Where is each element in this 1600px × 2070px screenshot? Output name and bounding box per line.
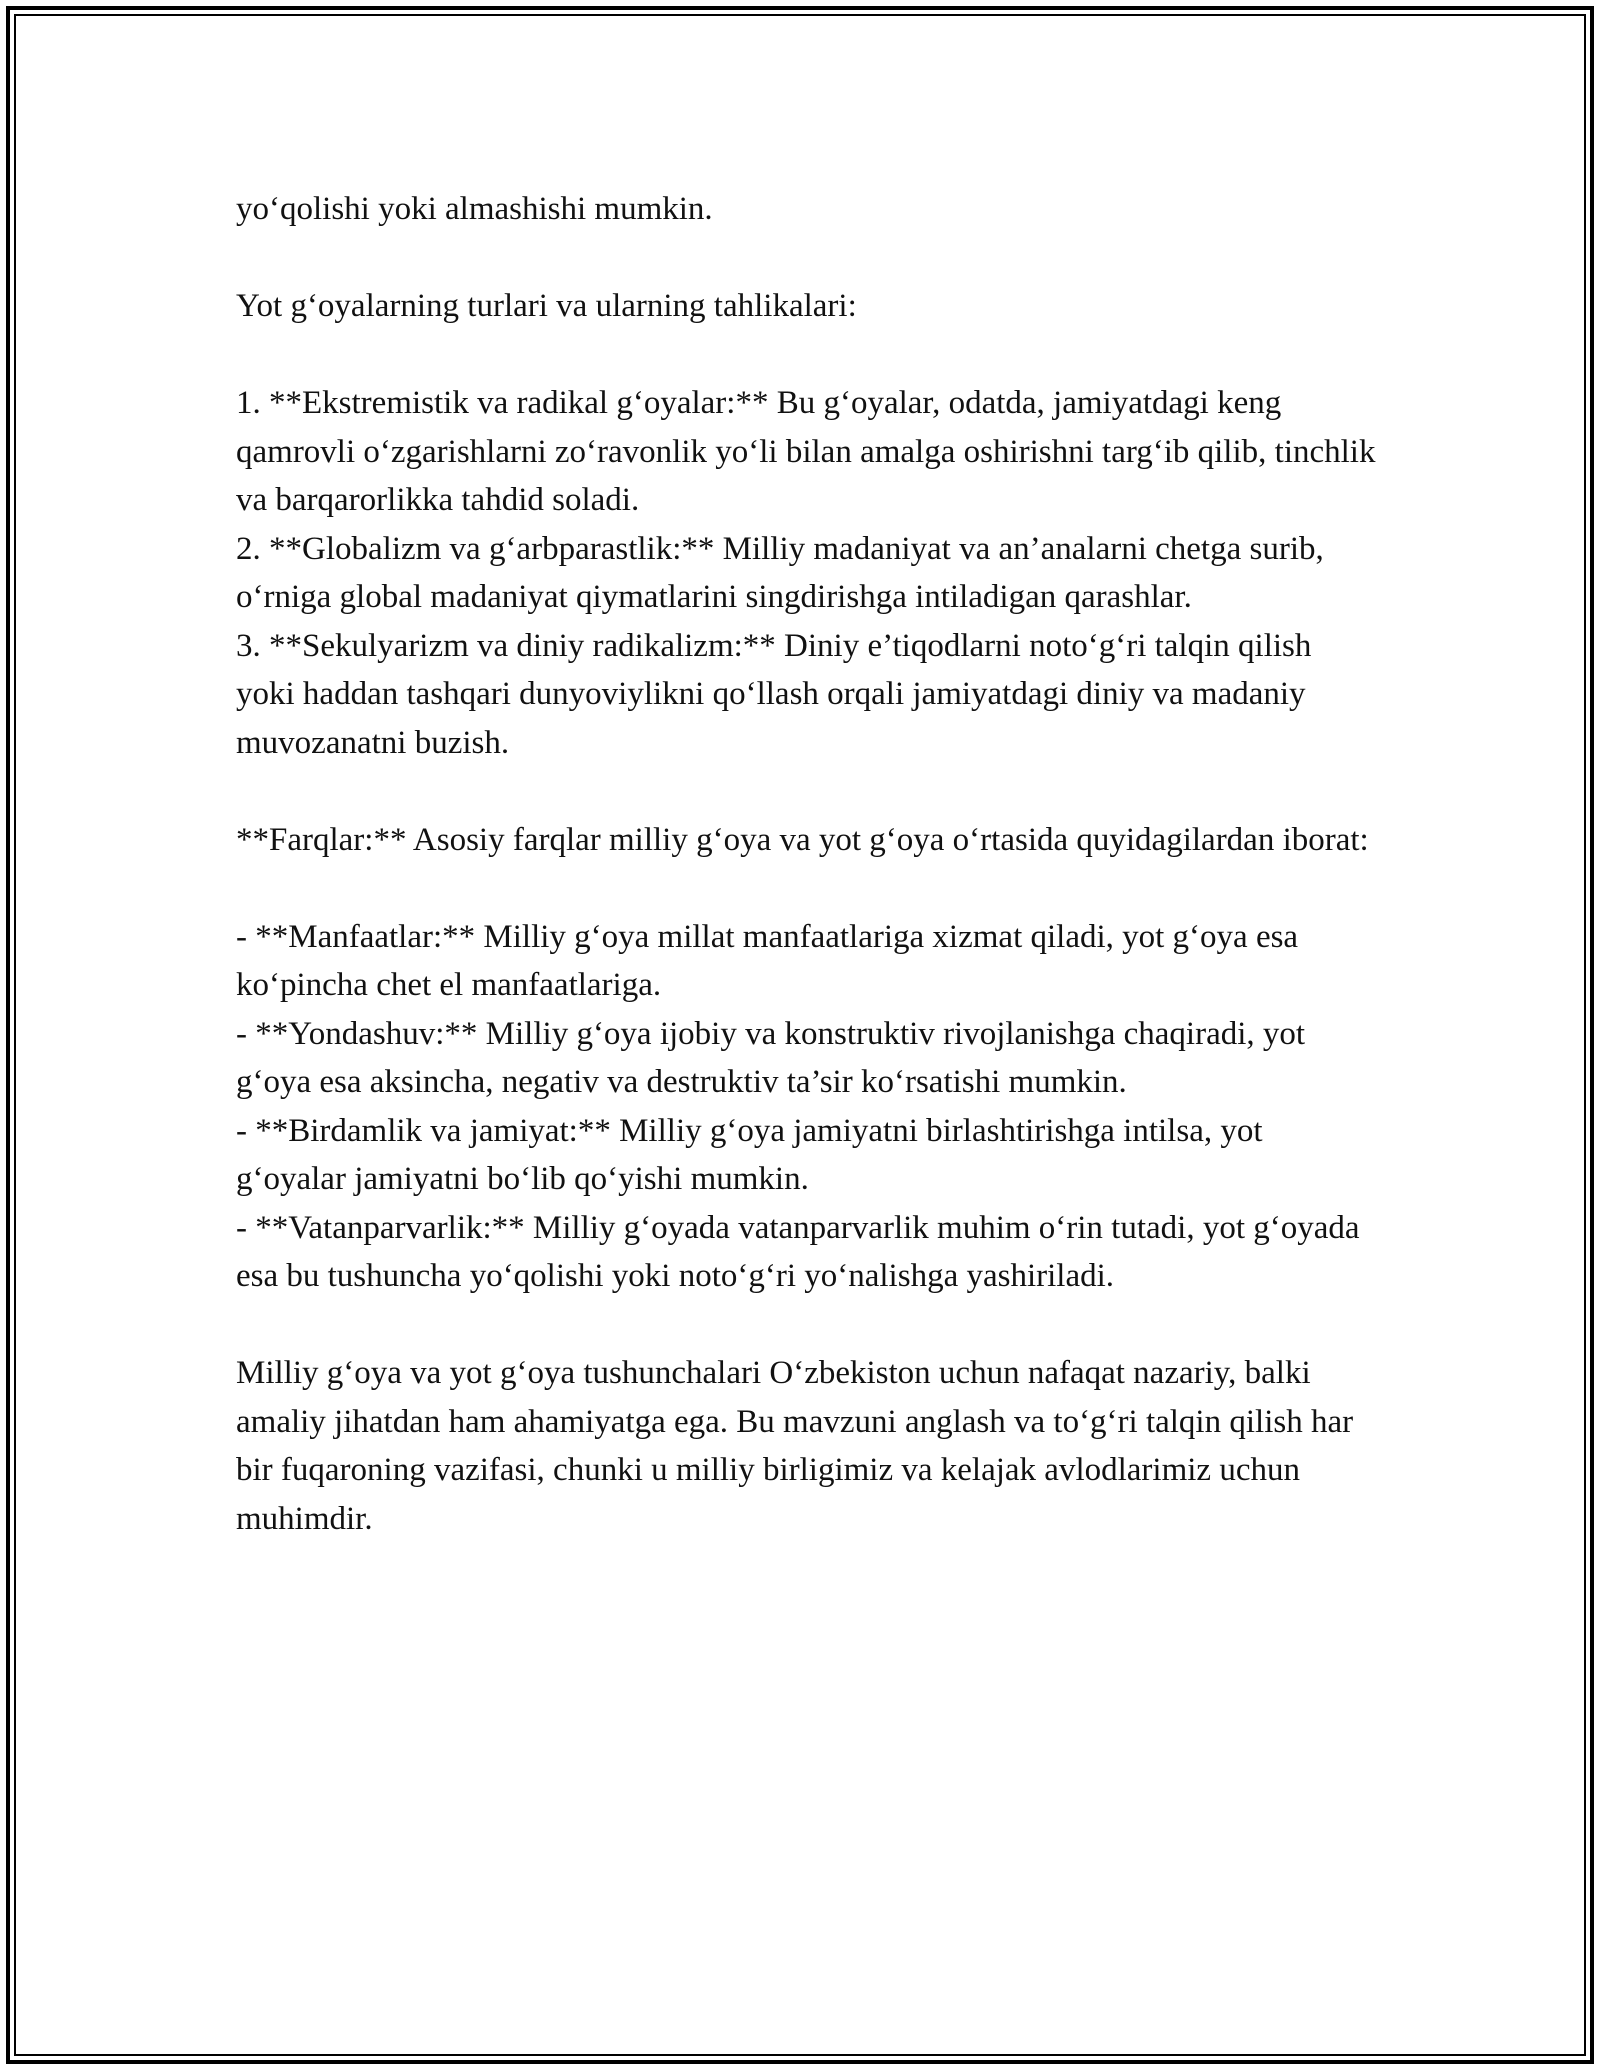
bullet-item-interests: - **Manfaatlar:** Milliy g‘oya millat manfaatlariga xizmat qiladi, yot g‘oya esa ko‘pincha chet el manfaatlariga. — [236, 918, 1299, 1003]
paragraph-gap — [236, 767, 1376, 816]
paragraph-gap — [236, 1301, 1376, 1350]
numbered-item-secularism: 3. **Sekulyarizm va diniy radikalizm:** Diniy e’tiqodlarni noto‘g‘ri talqin qilish yoki haddan tashqari dunyoviylikni qo‘llash orqali jamiyatdagi diniy va madaniy muvozanatni buzish. — [236, 627, 1312, 761]
bullet-item-patriotism: - **Vatanparvarlik:** Milliy g‘oyada vatanparvarlik muhim o‘rin tutadi, yot g‘oyada esa bu tushuncha yo‘qolishi yoki noto‘g‘ri yo‘nalishga yashiriladi. — [236, 1209, 1360, 1294]
numbered-item-globalism: 2. **Globalizm va g‘arbparastlik:** Milliy madaniyat va an’analarni chetga surib, o‘rniga global madaniyat qiymatlarini singdirishga intiladigan qarashlar. — [236, 530, 1324, 615]
paragraph-gap — [236, 234, 1376, 283]
document-body — [236, 185, 1376, 1543]
paragraph-gap — [236, 331, 1376, 380]
paragraph-gap — [236, 864, 1376, 913]
types-heading: Yot g‘oyalarning turlari va ularning tahlikalari: — [236, 288, 857, 324]
bullet-item-approach: - **Yondashuv:** Milliy g‘oya ijobiy va konstruktiv rivojlanishga chaqiradi, yot g‘oya esa aksincha, negativ va destruktiv ta’sir ko‘rsatishi mumkin. — [236, 1015, 1306, 1100]
bullet-list — [236, 913, 1376, 1301]
numbered-list — [236, 379, 1376, 767]
numbered-item-extremism: 1. **Ekstremistik va radikal g‘oyalar:** Bu g‘oyalar, odatda, jamiyatdagi keng qamrovli o‘zgarishlarni zo‘ravonlik yo‘li bilan amalga oshirishni targ‘ib qilib, tinchlik va barqarorlikka tahdid soladi. — [236, 385, 1376, 518]
opening-line: yo‘qolishi yoki almashishi mumkin. — [236, 191, 713, 227]
conclusion-paragraph: Milliy g‘oya va yot g‘oya tushunchalari O‘zbekiston uchun nafaqat nazariy, balki amaliy jihatdan ham ahamiyatga ega. Bu mavzuni anglash va to‘g‘ri talqin qilish har bir fuqaroning vazifasi, chunki u milliy birligimiz va kelajak avlodlarimiz uchun muhimdir. — [236, 1355, 1354, 1537]
differences-intro: **Farqlar:** Asosiy farqlar milliy g‘oya va yot g‘oya o‘rtasida quyidagilardan iborat: — [236, 821, 1369, 858]
bullet-item-solidarity: - **Birdamlik va jamiyat:** Milliy g‘oya jamiyatni birlashtirishga intilsa, yot g‘oyalar jamiyatni bo‘lib qo‘yishi mumkin. — [236, 1112, 1263, 1197]
